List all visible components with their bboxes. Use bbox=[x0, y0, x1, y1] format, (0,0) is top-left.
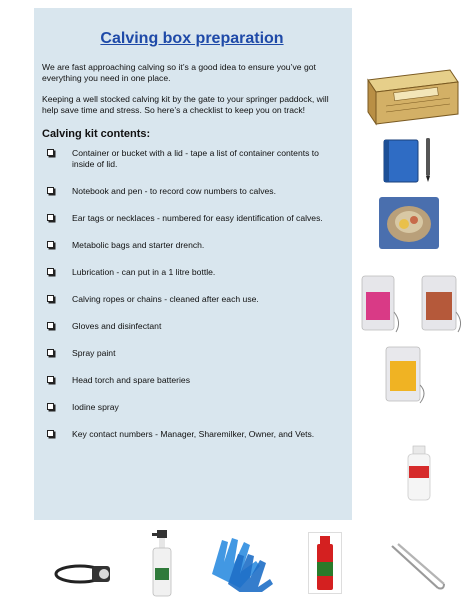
notebook-and-pen-image bbox=[382, 136, 440, 184]
kit-subheading: Calving kit contents: bbox=[42, 128, 151, 140]
list-item: Head torch and spare batteries bbox=[42, 375, 342, 386]
lubrication-bag-image bbox=[382, 345, 432, 407]
metabolic-bags-image bbox=[356, 272, 466, 336]
calving-chains-image bbox=[386, 540, 448, 594]
checkbox-bullet-icon bbox=[47, 214, 54, 221]
head-torch-image bbox=[52, 558, 114, 588]
list-item: Metabolic bags and starter drench. bbox=[42, 240, 342, 251]
checkbox-bullet-icon bbox=[47, 295, 54, 302]
list-item: Iodine spray bbox=[42, 402, 342, 413]
disinfectant-spray-bottle-image bbox=[150, 528, 176, 598]
checkbox-bullet-icon bbox=[47, 241, 54, 248]
iodine-bottle-image bbox=[404, 444, 434, 502]
checkbox-bullet-icon bbox=[47, 349, 54, 356]
ear-tags-image bbox=[378, 196, 440, 250]
list-item: Ear tags or necklaces - numbered for easy identification of calves. bbox=[42, 213, 342, 224]
wooden-calving-box-image bbox=[364, 66, 460, 128]
blue-gloves-image bbox=[204, 534, 276, 592]
checkbox-bullet-icon bbox=[47, 187, 54, 194]
spray-paint-can-image bbox=[308, 532, 342, 594]
checkbox-bullet-icon bbox=[47, 322, 54, 329]
content-panel bbox=[34, 8, 352, 520]
page-title: Calving box preparation bbox=[100, 30, 284, 47]
intro-paragraph-1: We are fast approaching calving so it’s a good idea to ensure you’ve got everything you need in one place. bbox=[42, 62, 316, 83]
list-item: Calving ropes or chains - cleaned after each use. bbox=[42, 294, 342, 305]
checkbox-bullet-icon bbox=[47, 430, 54, 437]
list-item: Notebook and pen - to record cow numbers to calves. bbox=[42, 186, 342, 197]
checkbox-bullet-icon bbox=[47, 268, 54, 275]
intro-paragraph-2: Keeping a well stocked calving kit by the gate to your springer paddock, will help save time and stress. So here’s a checklist to keep you on track! bbox=[42, 94, 329, 115]
list-item: Container or bucket with a lid - tape a list of container contents to inside of lid. bbox=[42, 148, 342, 170]
list-item: Spray paint bbox=[42, 348, 342, 359]
list-item: Gloves and disinfectant bbox=[42, 321, 342, 332]
list-item: Key contact numbers - Manager, Sharemilker, Owner, and Vets. bbox=[42, 429, 342, 440]
checkbox-bullet-icon bbox=[47, 403, 54, 410]
kit-checklist bbox=[42, 148, 342, 440]
checkbox-bullet-icon bbox=[47, 149, 54, 156]
checkbox-bullet-icon bbox=[47, 376, 54, 383]
list-item: Lubrication - can put in a 1 litre bottle. bbox=[42, 267, 342, 278]
